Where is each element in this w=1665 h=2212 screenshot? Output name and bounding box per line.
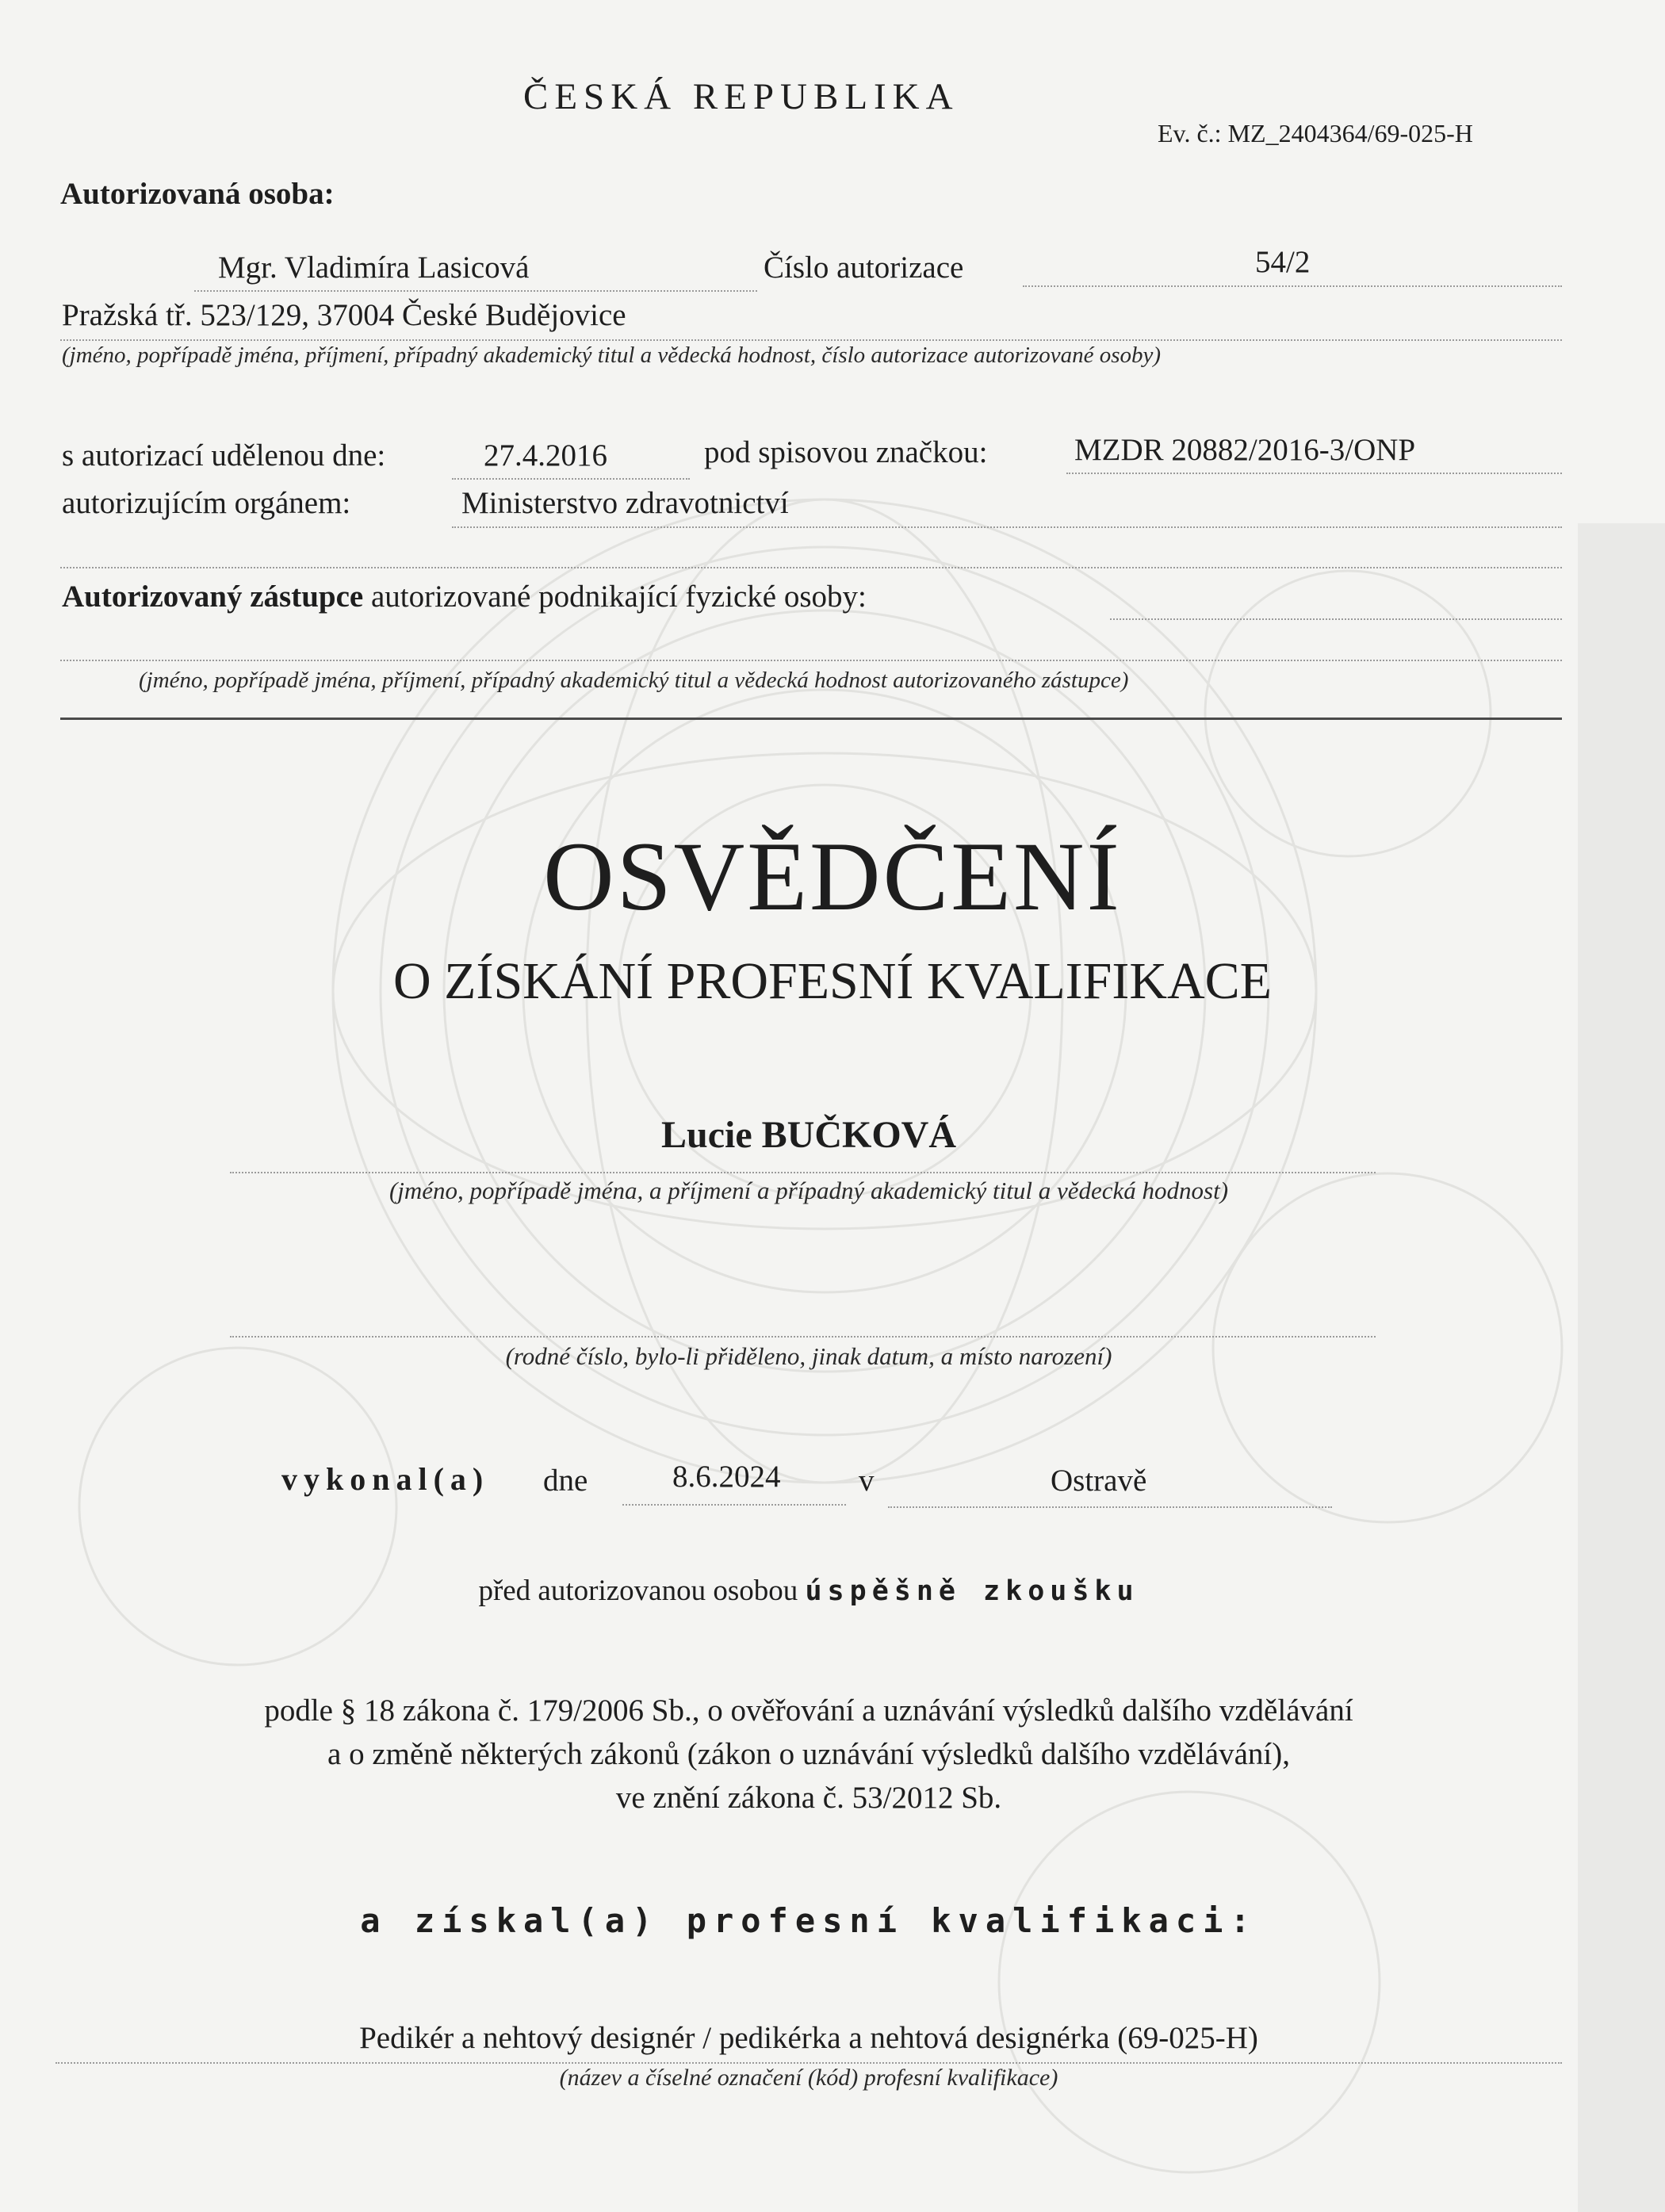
evidence-number: Ev. č.: MZ_2404364/69-025-H [1158,119,1473,147]
success-text: úspěšně zkoušku [805,1575,1139,1607]
granted-date-line [452,478,690,480]
exam-place-line [888,1506,1332,1508]
before-text: před autorizovanou osobou [478,1575,798,1607]
authorizing-body-line [452,526,1562,528]
authorization-number-line [1023,285,1562,287]
birth-info-line [230,1336,1376,1338]
performed-label: vykonal(a) [281,1461,490,1497]
authorized-person-name: Mgr. Vladimíra Lasicová [218,251,530,285]
qualification-name: Pedikér a nehtový designér / pedikérka a nehtová designérka (69-025-H) [359,2021,1258,2055]
law-line-3: ve znění zákona č. 53/2012 Sb. [615,1781,1002,1815]
authorizing-body: Ministerstvo zdravotnictví [461,486,789,520]
file-number-line [1066,473,1562,474]
holder-name-line [230,1172,1376,1173]
qualification-line [56,2062,1562,2064]
authorized-person-address: Pražská tř. 523/129, 37004 České Budějovice [62,298,626,332]
holder-name: Lucie BUČKOVÁ [661,1114,956,1156]
state-heading: ČESKÁ REPUBLIKA [523,76,959,117]
authorized-person-caption: (jméno, popřípadě jména, příjmení, případný akademický titul a vědecká hodnost, číslo autorizace autorizované osoby) [62,343,1162,368]
authorization-number-label: Číslo autorizace [764,251,964,285]
exam-date-line [622,1504,846,1506]
representative-label-rest: autorizované podnikající fyzické osoby: [370,580,867,614]
representative-name-line [60,660,1562,661]
performed-on-label: dne [543,1464,588,1498]
authorizing-body-label: autorizujícím orgánem: [62,486,351,520]
representative-caption: (jméno, popřípadě jména, příjmení, případný akademický titul a vědecká hodnost autorizovaného zástupce) [139,668,1129,693]
law-line-1: podle § 18 zákona č. 179/2006 Sb., o ověřování a uznávání výsledků dalšího vzdělávání [264,1693,1353,1728]
name-field-line [194,290,757,292]
certificate-title: OSVĚDČENÍ [543,822,1122,931]
authorization-number: 54/2 [1255,245,1311,279]
representative-label [62,579,867,614]
representative-field-line [1110,618,1562,620]
in-label: v [859,1464,875,1498]
exam-date: 8.6.2024 [672,1460,781,1494]
granted-date: 27.4.2016 [484,438,607,473]
separator-line [60,567,1562,568]
birth-caption: (rodné číslo, bylo-li přiděleno, jinak datum, a místo narození) [505,1342,1112,1370]
file-number-label: pod spisovou značkou: [704,435,988,469]
file-number: MZDR 20882/2016-3/ONP [1074,433,1416,467]
qualification-caption: (název a číselné označení (kód) profesní kvalifikace) [559,2065,1058,2091]
representative-label-bold: Autorizovaný zástupce [62,580,364,614]
header-divider [60,718,1562,720]
granted-date-label: s autorizací udělenou dne: [62,438,386,473]
acquired-text: a získal(a) profesní kvalifikaci: [360,1901,1257,1940]
address-field-line [60,339,1562,341]
holder-caption: (jméno, popřípadě jména, a příjmení a případný akademický titul a vědecká hodnost) [388,1177,1229,1204]
law-line-2: a o změně některých zákonů (zákon o uznávání výsledků dalšího vzdělávání), [327,1737,1290,1771]
certificate-subtitle: O ZÍSKÁNÍ PROFESNÍ KVALIFIKACE [392,952,1272,1010]
success-line [0,1574,1617,1608]
authorized-person-heading: Autorizovaná osoba: [60,177,335,211]
exam-place: Ostravě [1051,1464,1147,1498]
